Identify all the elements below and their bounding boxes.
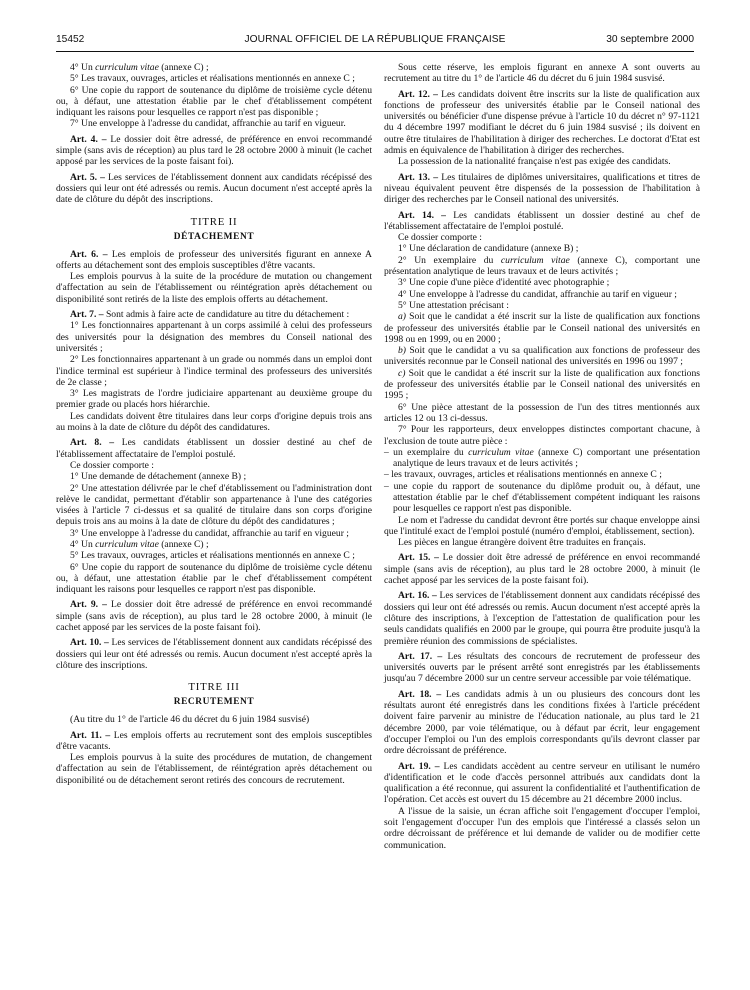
paragraph: 6° Une pièce attestant de la possession de l'un des titres mentionnés aux articles 12 ou 13 ci-dessus. [384,401,700,424]
article-8: Art. 8. – Les candidats établissent un dossier destiné au chef de l'établissement affectataire de l'emploi postulé. [56,437,372,460]
article-11: Art. 11. – Les emplois offerts au recrutement sont des emplois susceptibles d'être vacants. [56,729,372,752]
paragraph: 7° Une enveloppe à l'adresse du candidat, affranchie au tarif en vigueur. [70,118,346,130]
paragraph: 7° Pour les rapporteurs, deux enveloppes distinctes comportant chacune, à l'exclusion de toute autre pièce : [384,424,700,447]
paragraph: 2° Une attestation délivrée par le chef d'établissement ou l'administration dont relève le candidat, permettant d'établir son appartenance à l'une des catégories visées à l'article 7 ci-dessus et sa qualité de titulaire dans son corps d'origine depuis trois ans au moins à la date de clôture du dépôt des candidatures ; [56,482,372,528]
article-17: Art. 17. – Les résultats des concours de recrutement de professeur des universités ouverts par le présent arrêté sont enregistrés par les établissements jusqu'au 7 décembre 2000 sur un centre serveur accessible par voie télématique. [384,650,700,685]
paragraph: 4° Une enveloppe à l'adresse du candidat, affranchie au tarif en vigueur ; [398,288,677,300]
paragraph: 5° Les travaux, ouvrages, articles et réalisations mentionnés en annexe C ; [70,73,355,85]
paragraph: 4° Un curriculum vitae (annexe C) ; [70,538,209,550]
list-item: – les travaux, ouvrages, articles et réalisations mentionnés en annexe C ; [384,469,700,480]
section-title: TITRE III [188,681,240,694]
paragraph: La possession de la nationalité française n'est pas exigée des candidats. [398,156,671,168]
paragraph: 2° Un exemplaire du curriculum vitae (annexe C), comportant une présentation analytique de leurs travaux et de leurs activités ; [384,254,700,278]
paragraph: A l'issue de la saisie, un écran affiche soit l'engagement d'occuper l'emploi, soit l'engagement d'occuper l'un des emplois que l'intéressé a classés selon un ordre décroissant de préférence et lui demande de valider ou de modifier cette communication. [384,805,700,851]
article-4: Art. 4. – Le dossier doit être adressé, de préférence en envoi recommandé simple (sans avis de réception) au plus tard le 28 octobre 2000 à minuit (le cachet apposé par les services de la poste faisant foi). [56,133,372,168]
paragraph: Ce dossier comporte : [70,459,154,471]
article-6: Art. 6. – Les emplois de professeur des universités figurant en annexe A offerts au détachement sont des emplois susceptibles d'être vacants. [56,248,372,271]
article-18: Art. 18. – Les candidats admis à un ou plusieurs des concours dont les résultats auront été enregistrés dans les conditions fixées à l'article précédent doivent faire parvenir au ministre de l'éducation nationale, au plus tard le 21 décembre 2000, par voie télématique, ou à défaut par écrit, leur engagement d'occuper l'emploi ou l'un des emplois correspondants qu'ils devront classer par ordre décroissant de préférence. [384,688,700,757]
paragraph: 3° Une copie d'une pièce d'identité avec photographie ; [398,277,610,289]
article-7: Art. 7. – Sont admis à faire acte de candidature au titre du détachement : [70,309,350,321]
paragraph: 3° Une enveloppe à l'adresse du candidat, affranchie au tarif en vigueur ; [70,527,349,539]
paragraph: Le nom et l'adresse du candidat devront être portés sur chaque enveloppe ainsi que l'intitulé exact de l'emploi postulé (numéro d'emploi, établissement, section). [384,514,700,537]
paragraph: 5° Une attestation précisant : [398,299,509,311]
section-note: (Au titre du 1° de l'article 46 du décret du 6 juin 1984 susvisé) [70,714,310,726]
article-15: Art. 15. – Le dossier doit être adressé de préférence en envoi recommandé simple (sans avis de réception), au plus tard le 28 octobre 2000, à minuit (le cachet apposé par les services de la poste faisant foi). [384,552,700,587]
header-rule [56,51,694,52]
publication-date: 30 septembre 2000 [606,34,694,45]
article-9: Art. 9. – Le dossier doit être adressé de préférence en envoi recommandé simple (sans avis de réception), au plus tard le 28 octobre 2000, à minuit (le cachet apposé par les services de la poste faisant foi). [56,599,372,634]
list-item: – une copie du rapport de soutenance du diplôme produit ou, à défaut, une attestation établie par le chef d'établissement compétent indiquant les raisons pour lesquelles ce rapport n'est pas disponible. [384,481,700,515]
paragraph: 1° Une demande de détachement (annexe B) ; [70,471,247,483]
paragraph: Les candidats doivent être titulaires dans leur corps d'origine depuis trois ans au moins à la date de clôture du dépôt des candidatures. [56,410,372,434]
page-number: 15452 [56,34,85,45]
paragraph: 6° Une copie du rapport de soutenance du diplôme de troisième cycle détenu ou, à défaut, une attestation établie par le chef d'établissement compétent indiquant les raisons pour lesquelles ce rapport n'est pas disponible ; [56,84,372,119]
paragraph: Ce dossier comporte : [398,232,482,244]
paragraph: Les emplois pourvus à la suite des procédures de mutation, de changement d'affectation au sein de l'établissement, de réintégration après détachement ou disponibilité ou de détachement seront retirés des concours de recrutement. [56,752,372,786]
article-12: Art. 12. – Les candidats doivent être inscrits sur la liste de qualification aux fonctions de professeur des universités établie par le Conseil national des universités ou bénéficier d'une dispense prévue à l'article 10 du décret n° 97-1121 du 4 décembre 1997 modifiant le décret du 6 juin 1984 susvisé ; ils doivent en outre être titulaires de l'habilitation à diriger des recherches. Le doctorat d'Etat est admis en équivalence de l'habilitation à diriger des recherches. [384,88,700,157]
paragraph: 3° Les magistrats de l'ordre judiciaire appartenant au deuxième groupe du premier grade ou placés hors hiérarchie. [56,388,372,411]
paragraph: Les pièces en langue étrangère doivent être traduites en français. [398,537,646,549]
section-subtitle: RECRUTEMENT [173,697,255,708]
paragraph: 4° Un curriculum vitae (annexe C) ; [70,62,209,73]
paragraph: Les emplois pourvus à la suite de la procédure de mutation ou changement d'affectation au sein de l'établissement ou réintégration après détachement ou disponibilité sont retirés de la liste des emplois offerts au détachement. [56,271,372,305]
paragraph: 1° Les fonctionnaires appartenant à un corps assimilé à celui des professeurs des universités pour la désignation des membres du Conseil national des universités ; [56,320,372,354]
article-5: Art. 5. – Les services de l'établissement donnent aux candidats récépissé des dossiers qui leur ont été adressés ou remis. Aucun document n'est accepté après la date de clôture du dépôt des inscriptions. [56,171,372,206]
right-column [384,62,700,851]
paragraph: a) Soit que le candidat a été inscrit sur la liste de qualification aux fonctions de professeur des universités établie par le Conseil national des universités en 1998 ou en 1999, ou en 2000 ; [384,311,700,345]
article-16: Art. 16. – Les services de l'établissement donnent aux candidats récépissé des dossiers qui leur ont été adressés ou remis. Aucun document n'est accepté après la clôture des inscriptions, à l'exception de l'attestation de qualification pour les seuls candidats qualifiés en 2000 par le groupe, qui pourra être produite jusqu'à la première réunion des commissions de spécialistes. [384,590,700,647]
paragraph: 5° Les travaux, ouvrages, articles et réalisations mentionnés en annexe C ; [70,550,355,562]
section-subtitle: DÉTACHEMENT [173,231,255,242]
section-title: TITRE II [190,215,238,228]
article-14: Art. 14. – Les candidats établissent un dossier destiné au chef de l'établissement affectataire de l'emploi postulé. [384,209,700,232]
paragraph: 1° Une déclaration de candidature (annexe B) ; [398,243,579,255]
list-item: – un exemplaire du curriculum vitae (annexe C) comportant une présentation analytique de leurs travaux et de leurs activités ; [384,447,700,470]
journal-title: JOURNAL OFFICIEL DE LA RÉPUBLIQUE FRANÇAISE [244,34,506,45]
page-header [56,34,694,48]
left-column [56,62,372,786]
paragraph: b) Soit que le candidat a vu sa qualification aux fonctions de professeur des universités reconnue par le Conseil national des universités en 1996 ou 1997 ; [384,345,700,368]
paragraph: Sous cette réserve, les emplois figurant en annexe A sont ouverts au recrutement au titre du 1° de l'article 46 du décret du 6 juin 1984 susvisé. [384,62,700,85]
article-19: Art. 19. – Les candidats accèdent au centre serveur en utilisant le numéro d'identification et le code d'accès personnel attribués aux candidats dont la qualification a été reconnue, qui assurent la confidentialité et l'authentification de l'opération. Cet accès est ouvert du 15 décembre au 21 décembre 2000 inclus. [384,760,700,806]
paragraph: 6° Une copie du rapport de soutenance du diplôme de troisième cycle détenu ou, à défaut, une attestation établie par le chef d'établissement compétent indiquant les raisons pour lesquelles ce rapport n'est pas disponible. [56,561,372,596]
article-13: Art. 13. – Les titulaires de diplômes universitaires, qualifications et titres de niveau équivalent peuvent être dispensés de la possession de l'habilitation à diriger des recherches par le Conseil national des universités. [384,171,700,206]
article-10: Art. 10. – Les services de l'établissement donnent aux candidats récépissé des dossiers qui leur ont été adressés ou remis. Aucun document n'est accepté après la clôture des inscriptions. [56,637,372,671]
paragraph: c) Soit que le candidat a été inscrit sur la liste de qualification aux fonctions de professeur des universités établie par le Conseil national des universités en 1995 ; [384,367,700,402]
paragraph: 2° Les fonctionnaires appartenant à un grade ou nommés dans un emploi dont l'indice terminal est supérieur à l'indice terminal des professeurs des universités de 2e classe ; [56,354,372,388]
